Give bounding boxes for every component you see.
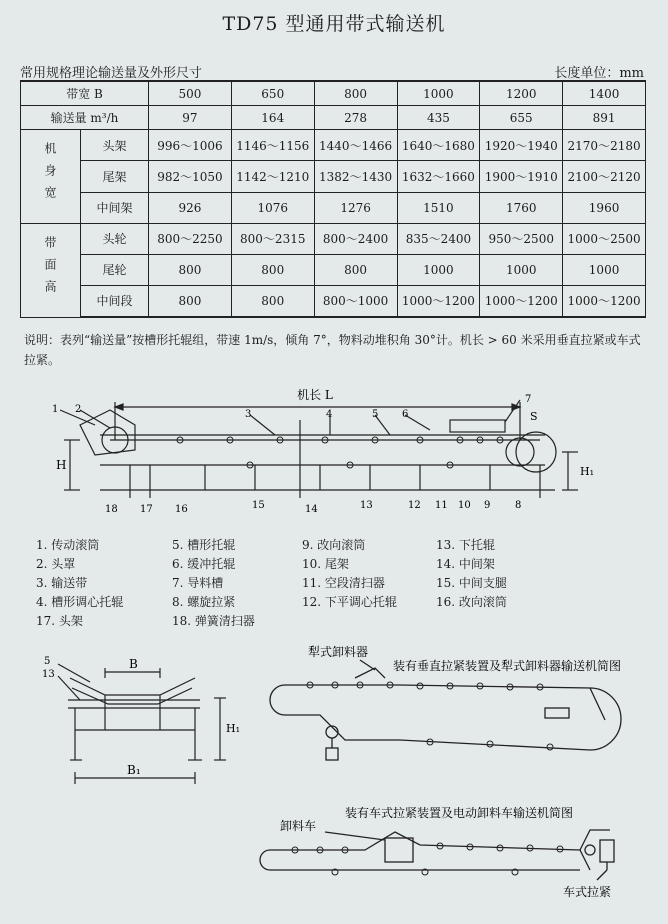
table-cell: 1142～1210: [231, 161, 314, 192]
group-label-text: 机身宽: [43, 142, 57, 209]
table-cell: 435: [397, 106, 480, 130]
table-cell: 800: [149, 254, 232, 285]
callout-number: 13: [360, 500, 373, 511]
callout-number: 10: [458, 500, 471, 511]
conveyor-elevation-diagram: [0, 380, 668, 520]
legend-item: 5. 槽形托辊: [172, 538, 236, 552]
table-cell: 800: [149, 285, 232, 317]
callout-number: 14: [305, 504, 318, 515]
row-label: 中间段: [81, 285, 149, 317]
table-cell: 950～2500: [480, 223, 563, 254]
callout-number: 6: [402, 409, 409, 420]
row-label: 中间架: [81, 192, 149, 223]
table-cell: 278: [314, 106, 397, 130]
callout-number: 5: [44, 656, 51, 667]
table-row: [21, 285, 646, 317]
table-cell: 1076: [231, 192, 314, 223]
unit-label: 长度单位：mm: [554, 66, 644, 81]
legend-item: 9. 改向滚筒: [302, 538, 366, 552]
table-row: [21, 192, 646, 223]
table-cell: 1382～1430: [314, 161, 397, 192]
diagram-caption: 装有车式拉紧装置及电动卸料车输送机简图: [345, 806, 574, 820]
legend-item: 13. 下托辊: [436, 538, 495, 552]
table-cell: 1200: [480, 81, 563, 106]
callout-number: 11: [435, 500, 448, 511]
legend-item: 8. 螺旋拉紧: [172, 595, 236, 609]
callout-number: 5: [372, 409, 379, 420]
table-cell: 1276: [314, 192, 397, 223]
legend-item: 11. 空段清扫器: [302, 576, 385, 590]
legend-item: 4. 槽形调心托辊: [36, 595, 124, 609]
callout-number: 4: [326, 409, 333, 420]
table-cell: 835～2400: [397, 223, 480, 254]
tripper-car-diagram: [245, 800, 650, 910]
table-row: [21, 254, 646, 285]
table-cell: 655: [480, 106, 563, 130]
legend-item: 18. 弹簧清扫器: [172, 614, 255, 628]
legend-item: 16. 改向滚筒: [436, 595, 507, 609]
row-label: 头架: [81, 130, 149, 161]
table-cell: 1760: [480, 192, 563, 223]
table-row-capacity: [21, 106, 646, 130]
table-cell: 500: [149, 81, 232, 106]
table-cell: 1400: [563, 81, 646, 106]
spec-table: [20, 80, 646, 318]
s-label: S: [530, 410, 538, 423]
table-cell: 1000～2500: [563, 223, 646, 254]
table-cell: 1000～1200: [480, 285, 563, 317]
legend-item: 7. 导料槽: [172, 576, 224, 590]
h1-label: H₁: [580, 465, 595, 478]
car-takeup-label: 车式拉紧: [563, 885, 612, 899]
plow-discharger-diagram: [250, 640, 655, 765]
legend-item: 12. 下平调心托辊: [302, 595, 397, 609]
legend-item: 10. 尾架: [302, 557, 349, 571]
callout-number: 17: [140, 504, 153, 515]
table-cell: 800: [314, 254, 397, 285]
h1-label: H₁: [226, 722, 241, 735]
callout-number: 3: [245, 409, 252, 420]
group-label: [21, 223, 81, 317]
table-cell: 800～2250: [149, 223, 232, 254]
table-cell: 97: [149, 106, 232, 130]
table-cell: 650: [231, 81, 314, 106]
legend-item: 14. 中间架: [436, 557, 495, 571]
table-cell: 1632～1660: [397, 161, 480, 192]
page-title: TD75 型通用带式输送机: [222, 13, 446, 35]
plow-discharger-label: 犁式卸料器: [308, 645, 369, 659]
b1-label: B₁: [127, 763, 141, 777]
table-cell: 1440～1466: [314, 130, 397, 161]
legend-item: 1. 传动滚筒: [36, 538, 100, 552]
table-cell: 2170～2180: [563, 130, 646, 161]
table-row: [21, 223, 646, 254]
callout-number: 2: [75, 404, 82, 415]
callout-number: 16: [175, 504, 188, 515]
table-row-belt-width: [21, 81, 646, 106]
table-cell: 1640～1680: [397, 130, 480, 161]
callout-number: 13: [42, 669, 55, 680]
table-cell: 982～1050: [149, 161, 232, 192]
diagram-caption: 装有垂直拉紧装置及犁式卸料器输送机简图: [393, 659, 622, 673]
table-cell: 800: [314, 81, 397, 106]
callout-number: 9: [484, 500, 491, 511]
table-row: [21, 130, 646, 161]
callout-number: 15: [252, 500, 265, 511]
table-row: [21, 161, 646, 192]
legend-item: 15. 中间支腿: [436, 576, 507, 590]
b-label: B: [129, 657, 138, 671]
table-cell: 1000: [563, 254, 646, 285]
callout-number: 8: [515, 500, 522, 511]
group-label-text: 带面高: [43, 235, 57, 302]
table-cell: 1920～1940: [480, 130, 563, 161]
legend-item: 3. 输送带: [36, 576, 88, 590]
table-cell: 1000: [397, 81, 480, 106]
table-cell: 1000: [480, 254, 563, 285]
table-cell: 1510: [397, 192, 480, 223]
table-cell: 2100～2120: [563, 161, 646, 192]
table-cell: 1000: [397, 254, 480, 285]
row-label: 输送量 m³/h: [21, 106, 149, 130]
row-label: 尾轮: [81, 254, 149, 285]
tripper-car-label: 卸料车: [280, 819, 317, 833]
callout-number: 18: [105, 504, 118, 515]
table-cell: 800: [231, 254, 314, 285]
table-cell: 996～1006: [149, 130, 232, 161]
row-label: 带宽 B: [21, 81, 149, 106]
table-cell: 1000～1200: [563, 285, 646, 317]
table-cell: 891: [563, 106, 646, 130]
legend-item: 2. 头罩: [36, 557, 76, 571]
table-cell: 800: [231, 285, 314, 317]
table-cell: 800～2400: [314, 223, 397, 254]
table-caption: 常用规格理论输送量及外形尺寸: [20, 66, 203, 81]
table-cell: 1146～1156: [231, 130, 314, 161]
length-label: 机长 L: [297, 388, 333, 402]
table-cell: 926: [149, 192, 232, 223]
table-cell: 800～2315: [231, 223, 314, 254]
row-label: 尾架: [81, 161, 149, 192]
callout-number: 7: [525, 394, 532, 405]
table-note: 说明：表列“输送量”按槽形托辊组，带速 1m/s，倾角 7°，物料动堆积角 30°计。机长 > 60 米采用垂直拉紧或车式拉紧。: [24, 333, 641, 367]
legend-item: 17. 头架: [36, 614, 83, 628]
cross-section-diagram: [30, 650, 245, 790]
callout-number: 1: [52, 404, 59, 415]
table-cell: 164: [231, 106, 314, 130]
table-cell: 1000～1200: [397, 285, 480, 317]
table-cell: 1900～1910: [480, 161, 563, 192]
row-label: 头轮: [81, 223, 149, 254]
table-cell: 800～1000: [314, 285, 397, 317]
h-label: H: [56, 458, 67, 472]
group-label: [21, 130, 81, 224]
table-cell: 1960: [563, 192, 646, 223]
callout-number: 12: [408, 500, 421, 511]
legend-item: 6. 缓冲托辊: [172, 557, 236, 571]
